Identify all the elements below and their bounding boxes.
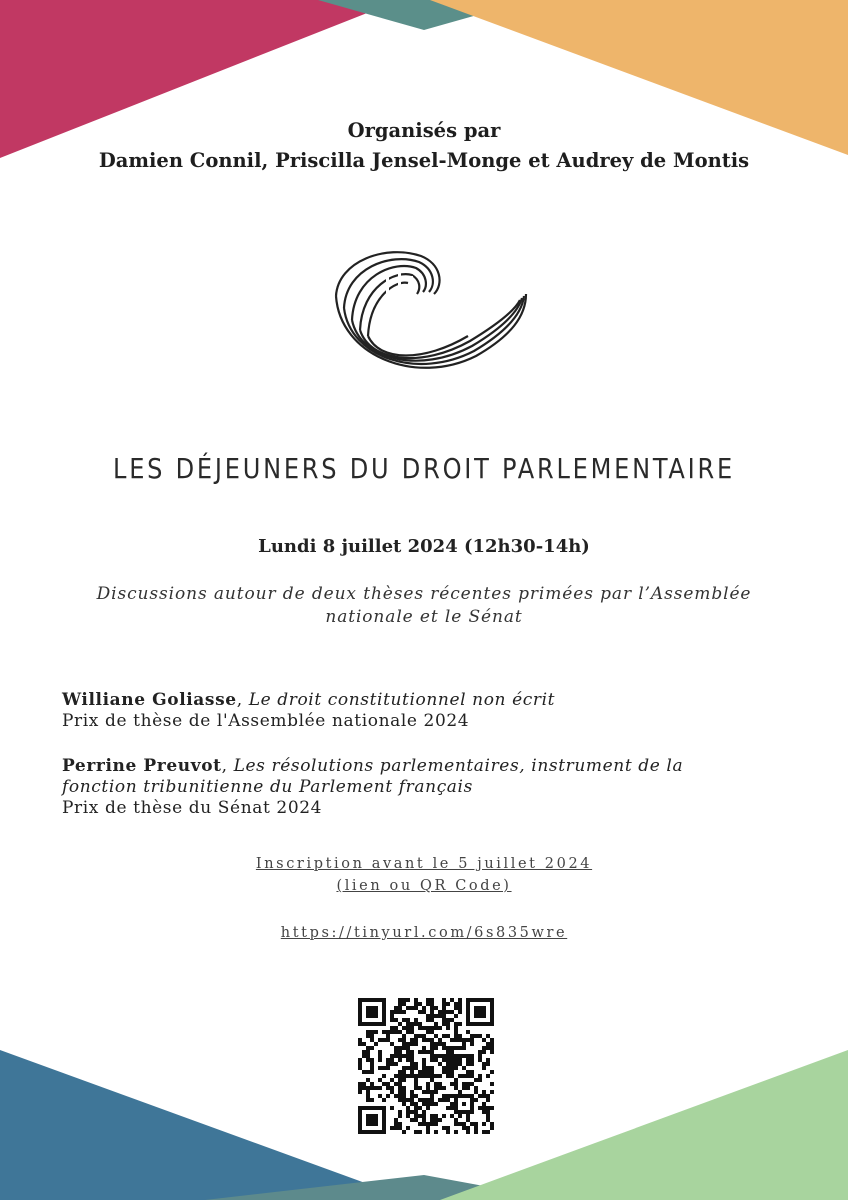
thesis-2-title-line-2: fonction tribunitienne du Parlement français (62, 777, 473, 797)
description-line-1: Discussions autour de deux thèses récentes primées par l’Assemblée (96, 584, 752, 604)
event-date: Lundi 8 juillet 2024 (12h30-14h) (258, 536, 590, 557)
thesis-1 (62, 690, 782, 732)
registration-hint-link[interactable]: (lien ou QR Code) (336, 878, 512, 894)
thesis-1-prize: Prix de thèse de l'Assemblée nationale 2024 (62, 711, 470, 731)
blue-triangle (0, 1050, 412, 1200)
page-title: LES DÉJEUNERS DU DROIT PARLEMENTAIRE (113, 452, 735, 485)
thesis-2-prize: Prix de thèse du Sénat 2024 (62, 798, 323, 818)
thesis-1-author: Williane Goliasse (62, 690, 237, 710)
registration-url-block (0, 922, 848, 944)
registration-block (0, 853, 848, 897)
event-description (0, 583, 848, 629)
wave-logo-icon (326, 236, 536, 386)
thesis-2-heading: Perrine Preuvot, Les résolutions parlementaires, instrument de la (62, 756, 684, 776)
thesis-2-author: Perrine Preuvot (62, 756, 222, 776)
thesis-1-title: Le droit constitutionnel non écrit (248, 690, 556, 710)
green-triangle (440, 1050, 848, 1200)
registration-url-link[interactable]: https://tinyurl.com/6s835wre (280, 925, 568, 941)
thesis-2 (62, 756, 782, 819)
thesis-2-title: Les résolutions parlementaires, instrument de la (233, 756, 684, 776)
thesis-1-heading: Williane Goliasse, Le droit constitutionnel non écrit (62, 690, 556, 710)
organized-by-label: Organisés par (347, 119, 501, 142)
organizers-names: Damien Connil, Priscilla Jensel-Monge et Audrey de Montis (98, 149, 750, 172)
description-line-2: nationale et le Sénat (325, 607, 523, 627)
registration-deadline-link[interactable]: Inscription avant le 5 juillet 2024 (255, 856, 593, 872)
organizers-block (0, 116, 848, 176)
qr-code-icon[interactable] (358, 998, 494, 1134)
